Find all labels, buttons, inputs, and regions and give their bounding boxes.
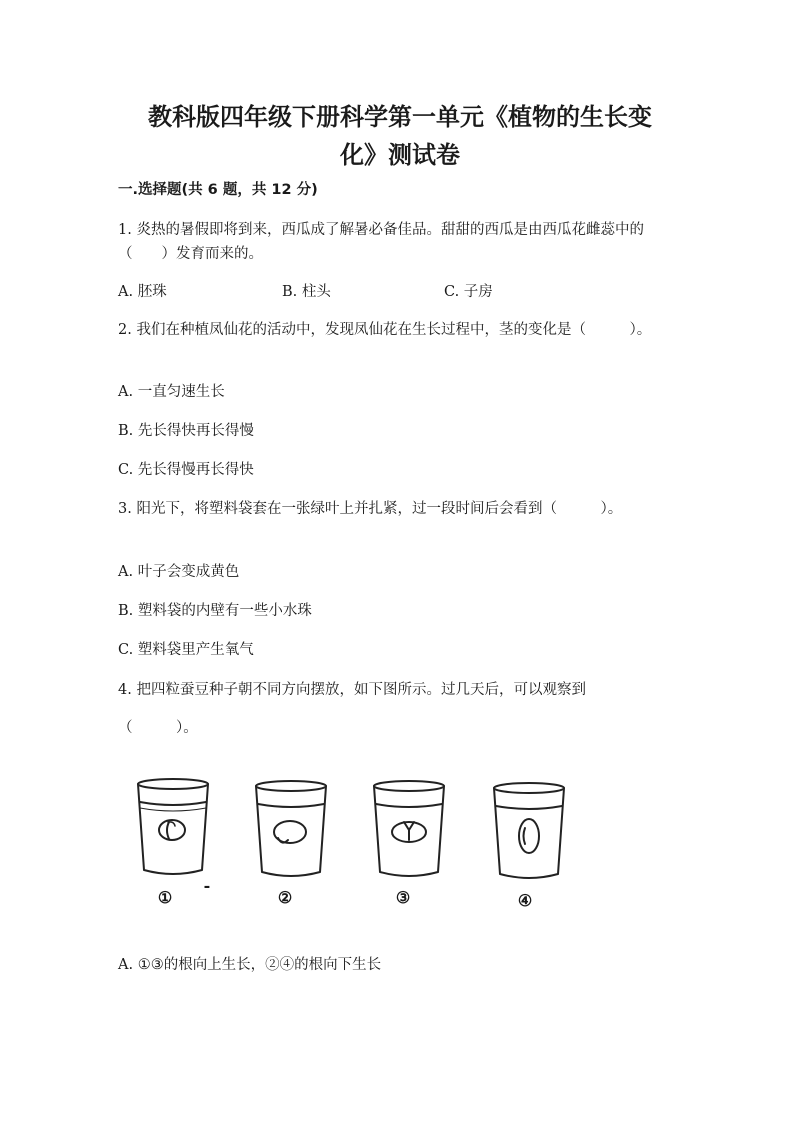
question-3-option-b: B. 塑料袋的内壁有一些小水珠	[118, 603, 312, 619]
cup-3	[374, 781, 444, 876]
question-1-option-b: B. 柱头	[282, 284, 331, 300]
question-3-text: 3. 阳光下，将塑料袋套在一张绿叶上并扎紧，过一段时间后会看到（ ）。	[118, 501, 623, 517]
page-title	[100, 98, 700, 174]
cup-label-1: ①	[157, 888, 173, 907]
question-4-text-line-1: 4. 把四粒蚕豆种子朝不同方向摆放，如下图所示。过几天后，可以观察到	[118, 682, 586, 698]
question-4-option-a: A. ①③的根向上生长，②④的根向下生长	[118, 957, 382, 973]
figure-dash-mark: -	[203, 876, 211, 895]
bean-cups-drawing	[118, 770, 578, 920]
question-3-option-a: A. 叶子会变成黄色	[118, 564, 240, 580]
cup-4	[494, 783, 564, 878]
question-1-option-a: A. 胚珠	[118, 284, 167, 300]
bean-cups-figure	[118, 770, 578, 920]
title-line-2: 化》测试卷	[340, 141, 460, 169]
cup-label-2: ②	[277, 888, 293, 907]
question-2-option-a: A. 一直匀速生长	[118, 384, 225, 400]
question-2-option-b: B. 先长得快再长得慢	[118, 423, 254, 439]
cup-2	[256, 781, 326, 876]
question-1-option-c: C. 子房	[444, 284, 493, 300]
question-2-option-c: C. 先长得慢再长得快	[118, 462, 254, 478]
title-line-1: 教科版四年级下册科学第一单元《植物的生长变	[148, 103, 652, 131]
section-heading: 一.选择题(共 6 题，共 12 分)	[118, 182, 318, 198]
question-2-text: 2. 我们在种植凤仙花的活动中，发现凤仙花在生长过程中，茎的变化是（ ）。	[118, 322, 652, 338]
question-1-text: 1. 炎热的暑假即将到来，西瓜成了解暑必备佳品。甜甜的西瓜是由西瓜花雌蕊中的（ ）发育而来的。	[118, 222, 644, 262]
question-4-text-line-2: （ ）。	[118, 720, 198, 736]
cup-label-3: ③	[395, 888, 411, 907]
question-3-option-c: C. 塑料袋里产生氧气	[118, 642, 254, 658]
cup-1	[138, 779, 208, 874]
cup-label-4: ④	[517, 891, 533, 910]
